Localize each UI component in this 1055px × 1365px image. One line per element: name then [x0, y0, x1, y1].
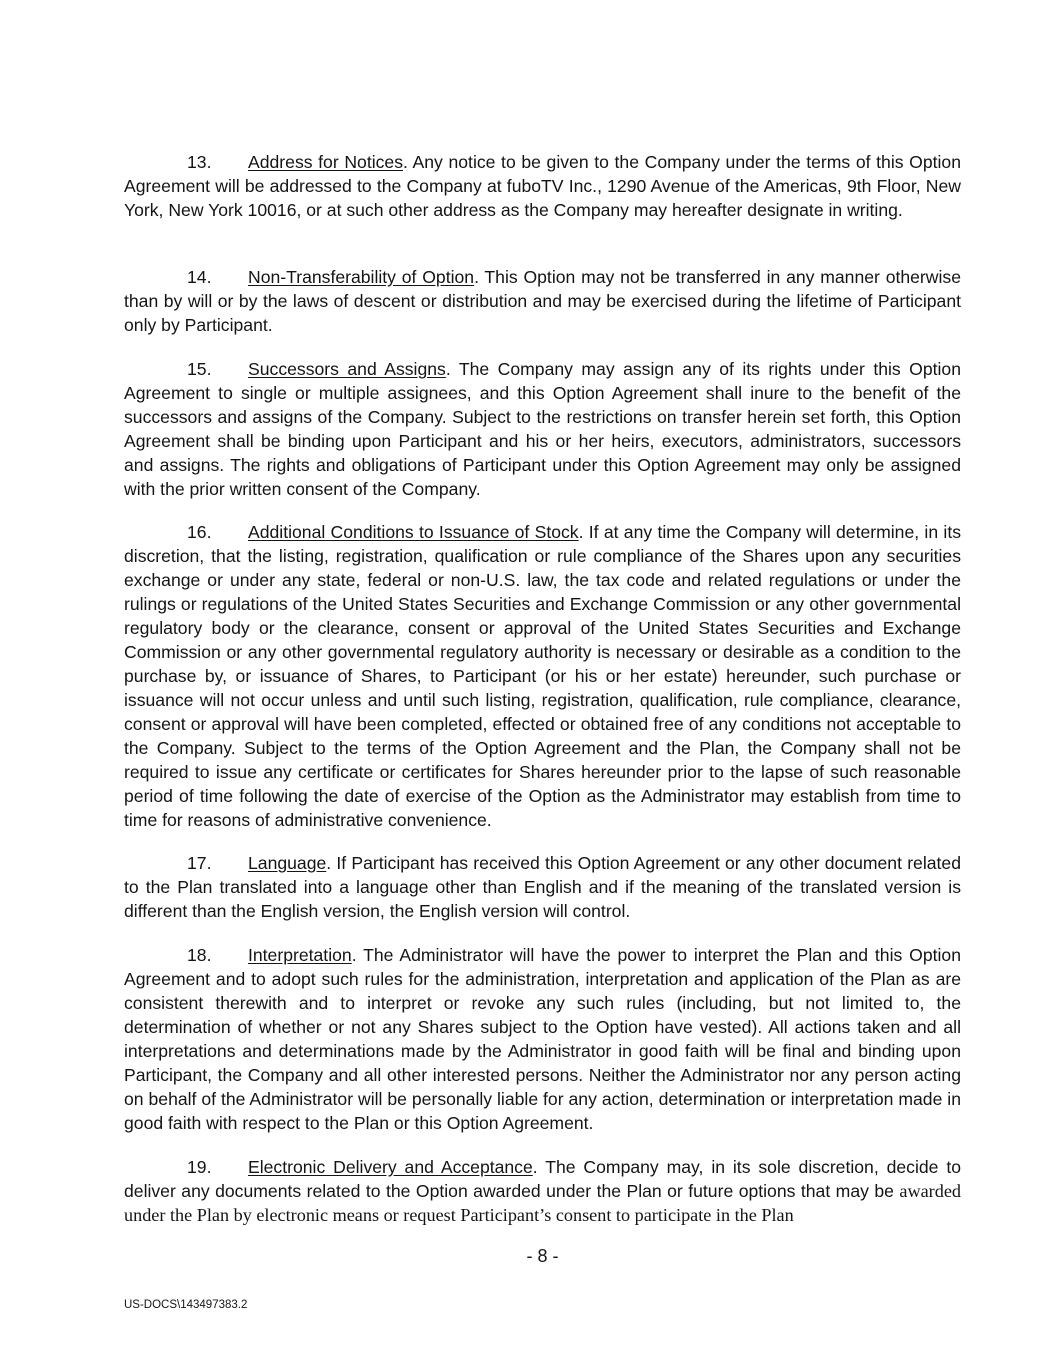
- section-body: . Any notice to be given to the Company under the terms of this Option Agreement will be addressed to the Company at fuboTV Inc., 1290 Avenue of the Americas, 9th Floor, New York, New York 10016, or at such other address as the Company may hereafter designate in writing.: [124, 152, 961, 220]
- section-17: [124, 851, 961, 923]
- section-body: . The Company may, in its sole discretion, decide to deliver any documents related to the Option awarded under the Plan or future options that may be: [124, 1157, 962, 1201]
- section-number: 13.: [187, 152, 212, 172]
- section-15: [124, 357, 961, 501]
- section-body-continuation: awarded under the Plan by electronic means or request Participant’s consent to participate in the Plan: [124, 1181, 961, 1225]
- page-number: - 8 -: [526, 1246, 559, 1266]
- section-number: 14.: [187, 267, 212, 287]
- section-13: [124, 150, 961, 222]
- section-heading: Additional Conditions to Issuance of Stock: [248, 522, 579, 542]
- section-heading: Interpretation: [248, 945, 352, 965]
- section-heading: Language: [248, 853, 327, 873]
- section-number: 18.: [187, 945, 212, 965]
- section-heading: Non-Transferability of Option: [248, 267, 475, 287]
- section-18: [124, 943, 961, 1135]
- section-heading: Electronic Delivery and Acceptance: [248, 1157, 533, 1177]
- section-body: . If at any time the Company will determine, in its discretion, that the listing, registration, qualification or rule compliance of the Shares upon any securities exchange or under any state, federal or non-U.S. law, the tax code and related regulations or under the rulings or regulations of the United States Securities and Exchange Commission or any other governmental regulatory body or the clearance, consent or approval of the United States Securities and Exchange Commission or any other governmental regulatory authority is necessary or desirable as a condition to the purchase by, or issuance of Shares, to Participant (or his or her estate) hereunder, such purchase or issuance will not occur unless and until such listing, registration, qualification, rule compliance, clearance, consent or approval will have been completed, effected or obtained free of any conditions not acceptable to the Company. Subject to the terms of the Option Agreement and the Plan, the Company shall not be required to issue any certificate or certificates for Shares hereunder prior to the lapse of such reasonable period of time following the date of exercise of the Option as the Administrator may establish from time to time for reasons of administrative convenience.: [124, 522, 961, 830]
- section-19: [124, 1155, 961, 1227]
- section-body: . If Participant has received this Option Agreement or any other document related to the Plan translated into a language other than English and if the meaning of the translated version is different than the English version, the English version will control.: [124, 853, 961, 921]
- section-16: [124, 520, 961, 832]
- document-id: US-DOCS\143497383.2: [124, 1299, 248, 1311]
- section-number: 19.: [187, 1157, 212, 1177]
- section-number: 16.: [187, 522, 212, 542]
- section-number: 17.: [187, 853, 212, 873]
- section-body: . This Option may not be transferred in any manner otherwise than by will or by the laws of descent or distribution and may be exercised during the lifetime of Participant only by Participant.: [124, 267, 961, 335]
- section-body: . The Company may assign any of its rights under this Option Agreement to single or multiple assignees, and this Option Agreement shall inure to the benefit of the successors and assigns of the Company. Subject to the restrictions on transfer herein set forth, this Option Agreement shall be binding upon Participant and his or her heirs, executors, administrators, successors and assigns. The rights and obligations of Participant under this Option Agreement may only be assigned with the prior written consent of the Company.: [124, 359, 962, 499]
- section-body: . The Administrator will have the power to interpret the Plan and this Option Agreement and to adopt such rules for the administration, interpretation and application of the Plan as are consistent therewith and to interpret or revoke any such rules (including, but not limited to, the determination of whether or not any Shares subject to the Option have vested). All actions taken and all interpretations and determinations made by the Administrator in good faith will be final and binding upon Participant, the Company and all other interested persons. Neither the Administrator nor any person acting on behalf of the Administrator will be personally liable for any action, determination or interpretation made in good faith with respect to the Plan or this Option Agreement.: [124, 945, 961, 1133]
- section-heading: Successors and Assigns: [248, 359, 446, 379]
- section-14: [124, 265, 961, 337]
- section-heading: Address for Notices: [248, 152, 403, 172]
- section-number: 15.: [187, 359, 212, 379]
